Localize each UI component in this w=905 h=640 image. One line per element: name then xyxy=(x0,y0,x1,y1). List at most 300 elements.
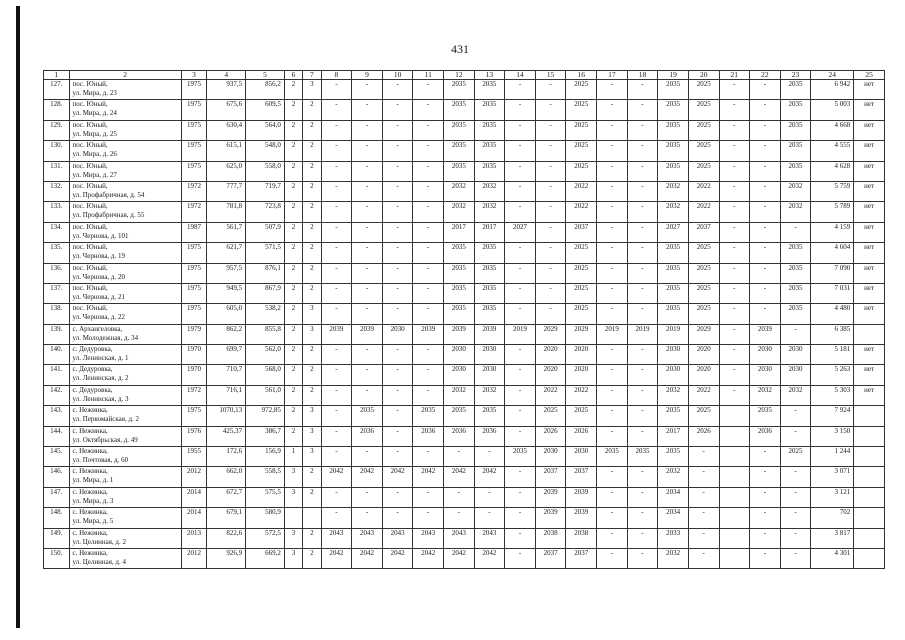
col22-cell: - xyxy=(750,181,781,201)
col18-cell: - xyxy=(627,161,658,181)
entrances-cell: 2 xyxy=(303,243,321,263)
settlement-text: с. Нежинка, xyxy=(72,447,108,456)
col23-cell: - xyxy=(780,487,811,507)
col21-cell xyxy=(719,548,750,568)
cost-cell: 3 121 xyxy=(811,487,854,507)
col17-cell: - xyxy=(597,365,628,385)
col15-cell: - xyxy=(535,283,566,303)
entrances-cell: 2 xyxy=(303,548,321,568)
col14-cell: - xyxy=(505,141,536,161)
col22-cell: - xyxy=(750,508,781,528)
col10-cell: - xyxy=(382,426,413,446)
entrances-cell: 2 xyxy=(303,141,321,161)
floors-cell: 2 xyxy=(284,283,302,303)
col13-cell: 2042 xyxy=(474,548,505,568)
col11-cell: 2036 xyxy=(413,426,444,446)
col13-cell: - xyxy=(474,487,505,507)
settlement-text: пос. Юный, xyxy=(72,161,108,170)
col20-cell: 2025 xyxy=(688,100,719,120)
col14-cell: - xyxy=(505,548,536,568)
year-built-cell: 2012 xyxy=(181,467,207,487)
col17-cell: - xyxy=(597,385,628,405)
col23-cell: 2035 xyxy=(780,141,811,161)
col14-cell: - xyxy=(505,528,536,548)
entrances-cell: 2 xyxy=(303,181,321,201)
col23-cell: 2030 xyxy=(780,345,811,365)
col23-cell: 2032 xyxy=(780,181,811,201)
row-number-cell: 144. xyxy=(44,426,70,446)
col17-cell: - xyxy=(597,141,628,161)
entrances-cell xyxy=(303,508,321,528)
floors-cell: 2 xyxy=(284,426,302,446)
col19-cell: 2030 xyxy=(658,345,689,365)
col23-cell: 2035 xyxy=(780,283,811,303)
col10-cell: 2042 xyxy=(382,467,413,487)
living-area-cell: 562,0 xyxy=(246,345,285,365)
col16-cell: 2022 xyxy=(566,385,597,405)
address-cell xyxy=(69,548,181,568)
address-cell xyxy=(69,161,181,181)
col21-cell xyxy=(719,467,750,487)
col13-cell: 2030 xyxy=(474,345,505,365)
street-text: ул. Мира, д. 23 xyxy=(72,89,117,97)
col17-cell: - xyxy=(597,345,628,365)
total-area-cell: 957,5 xyxy=(207,263,246,283)
col18-cell: - xyxy=(627,120,658,140)
floors-cell: 2 xyxy=(284,406,302,426)
col15-cell: - xyxy=(535,243,566,263)
col17-cell: - xyxy=(597,80,628,100)
col16-cell: 2037 xyxy=(566,222,597,242)
floors-cell: 2 xyxy=(284,181,302,201)
settlement-text: с. Дедуровка, xyxy=(72,385,113,394)
col12-cell: - xyxy=(444,508,475,528)
col18-cell: - xyxy=(627,487,658,507)
col25-cell: нет xyxy=(854,222,885,242)
entrances-cell: 2 xyxy=(303,487,321,507)
col16-cell: 2037 xyxy=(566,467,597,487)
col13-cell: 2032 xyxy=(474,385,505,405)
col20-cell: - xyxy=(688,508,719,528)
col8-cell: - xyxy=(321,447,352,467)
col23-cell: - xyxy=(780,222,811,242)
column-header-22: 22 xyxy=(750,71,781,80)
year-built-cell: 2013 xyxy=(181,528,207,548)
col8-cell: - xyxy=(321,141,352,161)
row-number-cell: 147. xyxy=(44,487,70,507)
column-number-row xyxy=(44,71,885,80)
table-row xyxy=(44,365,885,385)
column-header-21: 21 xyxy=(719,71,750,80)
col14-cell: - xyxy=(505,406,536,426)
street-text: ул. Мира, д. 27 xyxy=(72,170,117,179)
settlement-text: пос. Юный, xyxy=(72,202,108,211)
table-row xyxy=(44,283,885,303)
table-row xyxy=(44,141,885,161)
col16-cell: 2025 xyxy=(566,80,597,100)
column-header-3: 3 xyxy=(181,71,207,80)
col25-cell xyxy=(854,447,885,467)
col15-cell: 2037 xyxy=(535,467,566,487)
col16-cell: 2025 xyxy=(566,243,597,263)
col22-cell: - xyxy=(750,283,781,303)
address-cell xyxy=(69,385,181,405)
address-cell xyxy=(69,365,181,385)
row-number-cell: 132. xyxy=(44,181,70,201)
col14-cell: - xyxy=(505,467,536,487)
address-cell xyxy=(69,202,181,222)
col25-cell xyxy=(854,467,885,487)
settlement-text: с. Архангеловка, xyxy=(72,324,123,333)
street-text: ул. Почтовая, д. 60 xyxy=(72,456,129,465)
floors-cell: 2 xyxy=(284,365,302,385)
entrances-cell: 3 xyxy=(303,406,321,426)
col18-cell: - xyxy=(627,80,658,100)
living-area-cell: 867,9 xyxy=(246,283,285,303)
col8-cell: - xyxy=(321,100,352,120)
col22-cell: - xyxy=(750,202,781,222)
col14-cell: - xyxy=(505,80,536,100)
table-row xyxy=(44,222,885,242)
year-built-cell: 1970 xyxy=(181,345,207,365)
column-header-8: 8 xyxy=(321,71,352,80)
col21-cell xyxy=(719,447,750,467)
col8-cell: 2042 xyxy=(321,548,352,568)
col10-cell: - xyxy=(382,406,413,426)
col11-cell: 2039 xyxy=(413,324,444,344)
col22-cell: - xyxy=(750,80,781,100)
address-cell xyxy=(69,345,181,365)
col9-cell: 2043 xyxy=(352,528,383,548)
row-number-cell: 145. xyxy=(44,447,70,467)
settlement-text: с. Нежинка, xyxy=(72,548,108,557)
cost-cell: 4 555 xyxy=(811,141,854,161)
col15-cell: - xyxy=(535,263,566,283)
col20-cell: - xyxy=(688,447,719,467)
floors-cell: 2 xyxy=(284,222,302,242)
floors-cell xyxy=(284,508,302,528)
col16-cell: 2037 xyxy=(566,548,597,568)
col20-cell: - xyxy=(688,528,719,548)
col19-cell: 2035 xyxy=(658,243,689,263)
col23-cell: 2035 xyxy=(780,161,811,181)
year-built-cell: 1975 xyxy=(181,406,207,426)
col22-cell: - xyxy=(750,141,781,161)
total-area-cell: 710,7 xyxy=(207,365,246,385)
settlement-text: с. Дедуровка, xyxy=(72,345,113,354)
col21-cell: - xyxy=(719,120,750,140)
table-row xyxy=(44,202,885,222)
col25-cell: нет xyxy=(854,100,885,120)
col11-cell: - xyxy=(413,100,444,120)
col19-cell: 2032 xyxy=(658,202,689,222)
col10-cell: - xyxy=(382,80,413,100)
col13-cell: 2035 xyxy=(474,283,505,303)
col16-cell: 2022 xyxy=(566,202,597,222)
col20-cell: 2025 xyxy=(688,141,719,161)
total-area-cell: 862,2 xyxy=(207,324,246,344)
table-row xyxy=(44,528,885,548)
living-area-cell: 580,9 xyxy=(246,508,285,528)
floors-cell: 2 xyxy=(284,324,302,344)
col9-cell: - xyxy=(352,283,383,303)
table-row xyxy=(44,447,885,467)
col16-cell: 2025 xyxy=(566,406,597,426)
col20-cell: 2025 xyxy=(688,120,719,140)
col15-cell: 2038 xyxy=(535,528,566,548)
street-text: ул. Целинная, д. 2 xyxy=(72,537,126,546)
floors-cell: 2 xyxy=(284,100,302,120)
row-number-cell: 130. xyxy=(44,141,70,161)
col22-cell: 2032 xyxy=(750,385,781,405)
col16-cell: 2039 xyxy=(566,487,597,507)
street-text: ул. Ленинская, д. 2 xyxy=(72,374,129,383)
col21-cell: - xyxy=(719,283,750,303)
col13-cell: 2032 xyxy=(474,181,505,201)
column-header-20: 20 xyxy=(688,71,719,80)
street-text: ул. Мира, д. 25 xyxy=(72,129,117,138)
col20-cell: - xyxy=(688,467,719,487)
col14-cell: - xyxy=(505,243,536,263)
col9-cell: - xyxy=(352,304,383,324)
settlement-text: пос. Юный, xyxy=(72,304,108,313)
living-area-cell: 571,5 xyxy=(246,243,285,263)
col14-cell: - xyxy=(505,161,536,181)
col10-cell: - xyxy=(382,304,413,324)
col18-cell: - xyxy=(627,222,658,242)
col14-cell: - xyxy=(505,120,536,140)
cost-cell: 5 263 xyxy=(811,365,854,385)
col14-cell: - xyxy=(505,385,536,405)
col18-cell: 2035 xyxy=(627,447,658,467)
address-cell xyxy=(69,447,181,467)
col18-cell: - xyxy=(627,100,658,120)
column-header-7: 7 xyxy=(303,71,321,80)
entrances-cell: 2 xyxy=(303,528,321,548)
year-built-cell: 1975 xyxy=(181,263,207,283)
col12-cell: 2036 xyxy=(444,426,475,446)
col22-cell: - xyxy=(750,161,781,181)
col14-cell: - xyxy=(505,365,536,385)
floors-cell: 2 xyxy=(284,385,302,405)
year-built-cell: 1972 xyxy=(181,181,207,201)
col21-cell xyxy=(719,406,750,426)
cost-cell: 4 159 xyxy=(811,222,854,242)
col8-cell: - xyxy=(321,406,352,426)
street-text: ул. Чернова, д. 22 xyxy=(72,313,125,322)
col8-cell: - xyxy=(321,426,352,446)
col15-cell: - xyxy=(535,202,566,222)
street-text: ул. Целинная, д. 4 xyxy=(72,557,126,566)
col23-cell: 2032 xyxy=(780,385,811,405)
address-cell xyxy=(69,487,181,507)
table-row xyxy=(44,345,885,365)
col14-cell: - xyxy=(505,508,536,528)
street-text: ул. Мира, д. 26 xyxy=(72,150,117,159)
total-area-cell: 926,9 xyxy=(207,548,246,568)
total-area-cell: 679,1 xyxy=(207,508,246,528)
col21-cell xyxy=(719,508,750,528)
col16-cell: 2020 xyxy=(566,345,597,365)
total-area-cell: 699,7 xyxy=(207,345,246,365)
column-header-11: 11 xyxy=(413,71,444,80)
col14-cell: - xyxy=(505,283,536,303)
col13-cell: 2035 xyxy=(474,141,505,161)
col9-cell: - xyxy=(352,447,383,467)
col12-cell: - xyxy=(444,447,475,467)
col25-cell xyxy=(854,548,885,568)
col15-cell: 2022 xyxy=(535,385,566,405)
col18-cell: - xyxy=(627,202,658,222)
cost-cell: 7 924 xyxy=(811,406,854,426)
col23-cell: - xyxy=(780,528,811,548)
street-text: ул. Чернова, д. 20 xyxy=(72,272,125,281)
col11-cell: - xyxy=(413,243,444,263)
col21-cell: - xyxy=(719,181,750,201)
col11-cell: 2042 xyxy=(413,548,444,568)
year-built-cell: 1976 xyxy=(181,426,207,446)
cost-cell: 702 xyxy=(811,508,854,528)
col21-cell: - xyxy=(719,161,750,181)
col16-cell: 2039 xyxy=(566,508,597,528)
living-area-cell: 719,7 xyxy=(246,181,285,201)
column-header-2: 2 xyxy=(69,71,181,80)
column-header-13: 13 xyxy=(474,71,505,80)
row-number-cell: 142. xyxy=(44,385,70,405)
col10-cell: 2042 xyxy=(382,548,413,568)
col13-cell: 2035 xyxy=(474,304,505,324)
col8-cell: - xyxy=(321,202,352,222)
entrances-cell: 3 xyxy=(303,304,321,324)
col25-cell: нет xyxy=(854,283,885,303)
col14-cell: - xyxy=(505,100,536,120)
total-area-cell: 172,6 xyxy=(207,447,246,467)
floors-cell: 2 xyxy=(284,345,302,365)
total-area-cell: 561,7 xyxy=(207,222,246,242)
col12-cell: 2032 xyxy=(444,202,475,222)
col21-cell: - xyxy=(719,365,750,385)
col15-cell: - xyxy=(535,181,566,201)
col10-cell: 2043 xyxy=(382,528,413,548)
col22-cell: - xyxy=(750,243,781,263)
col18-cell: 2019 xyxy=(627,324,658,344)
col20-cell: 2022 xyxy=(688,181,719,201)
total-area-cell: 937,5 xyxy=(207,80,246,100)
row-number-cell: 136. xyxy=(44,263,70,283)
table-row xyxy=(44,406,885,426)
address-cell xyxy=(69,141,181,161)
cost-cell: 5 303 xyxy=(811,385,854,405)
col9-cell: 2035 xyxy=(352,406,383,426)
living-area-cell: 156,9 xyxy=(246,447,285,467)
column-header-25: 25 xyxy=(854,71,885,80)
col20-cell: 2025 xyxy=(688,80,719,100)
col23-cell: 2035 xyxy=(780,100,811,120)
floors-cell: 2 xyxy=(284,141,302,161)
col15-cell: - xyxy=(535,222,566,242)
col21-cell: - xyxy=(719,222,750,242)
row-number-cell: 146. xyxy=(44,467,70,487)
column-header-24: 24 xyxy=(811,71,854,80)
col25-cell xyxy=(854,508,885,528)
total-area-cell: 621,7 xyxy=(207,243,246,263)
col17-cell: - xyxy=(597,100,628,120)
col13-cell: 2017 xyxy=(474,222,505,242)
col10-cell: - xyxy=(382,345,413,365)
cost-cell: 4 668 xyxy=(811,120,854,140)
col15-cell: 2037 xyxy=(535,548,566,568)
row-number-cell: 150. xyxy=(44,548,70,568)
col11-cell: - xyxy=(413,487,444,507)
col8-cell: - xyxy=(321,263,352,283)
total-area-cell: 949,5 xyxy=(207,283,246,303)
address-cell xyxy=(69,508,181,528)
col11-cell: - xyxy=(413,120,444,140)
col9-cell: - xyxy=(352,202,383,222)
col11-cell: - xyxy=(413,447,444,467)
col13-cell: 2042 xyxy=(474,467,505,487)
table-row xyxy=(44,467,885,487)
col19-cell: 2035 xyxy=(658,141,689,161)
col25-cell xyxy=(854,324,885,344)
binding-edge xyxy=(16,6,20,628)
table-row xyxy=(44,161,885,181)
col17-cell: - xyxy=(597,528,628,548)
living-area-cell: 386,7 xyxy=(246,426,285,446)
col19-cell: 2017 xyxy=(658,426,689,446)
living-area-cell: 723,8 xyxy=(246,202,285,222)
living-area-cell: 558,5 xyxy=(246,467,285,487)
col13-cell: 2035 xyxy=(474,406,505,426)
col19-cell: 2019 xyxy=(658,324,689,344)
col9-cell: - xyxy=(352,80,383,100)
col10-cell: - xyxy=(382,508,413,528)
col19-cell: 2032 xyxy=(658,385,689,405)
housing-register-table xyxy=(43,70,885,569)
col17-cell: - xyxy=(597,467,628,487)
col22-cell: - xyxy=(750,222,781,242)
entrances-cell: 3 xyxy=(303,447,321,467)
cost-cell: 6 942 xyxy=(811,80,854,100)
floors-cell: 3 xyxy=(284,467,302,487)
col19-cell: 2035 xyxy=(658,100,689,120)
col19-cell: 2030 xyxy=(658,365,689,385)
col12-cell: 2035 xyxy=(444,263,475,283)
row-number-cell: 141. xyxy=(44,365,70,385)
col25-cell: нет xyxy=(854,202,885,222)
cost-cell: 4 480 xyxy=(811,304,854,324)
column-header-15: 15 xyxy=(535,71,566,80)
year-built-cell: 1955 xyxy=(181,447,207,467)
year-built-cell: 1975 xyxy=(181,120,207,140)
col15-cell: 2020 xyxy=(535,365,566,385)
column-header-23: 23 xyxy=(780,71,811,80)
col11-cell: - xyxy=(413,202,444,222)
col11-cell: 2035 xyxy=(413,406,444,426)
col10-cell: - xyxy=(382,487,413,507)
year-built-cell: 2014 xyxy=(181,487,207,507)
col16-cell: 2025 xyxy=(566,100,597,120)
entrances-cell: 2 xyxy=(303,202,321,222)
col11-cell: - xyxy=(413,181,444,201)
col11-cell: - xyxy=(413,263,444,283)
col17-cell: - xyxy=(597,304,628,324)
living-area-cell: 856,2 xyxy=(246,80,285,100)
col14-cell: - xyxy=(505,263,536,283)
col15-cell: 2030 xyxy=(535,447,566,467)
col8-cell: - xyxy=(321,161,352,181)
column-header-17: 17 xyxy=(597,71,628,80)
